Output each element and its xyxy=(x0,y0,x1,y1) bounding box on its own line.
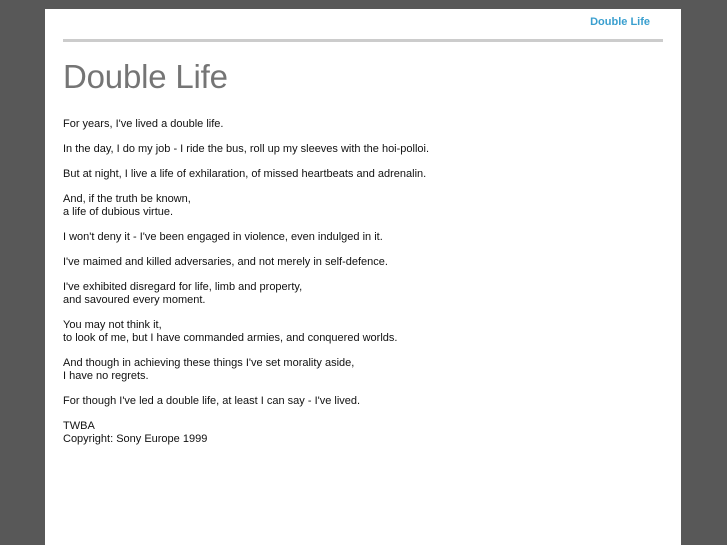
poem-line: I've exhibited disregard for life, limb and property, xyxy=(63,281,303,293)
poem-stanza xyxy=(63,231,663,244)
poem-line: a life of dubious virtue. xyxy=(63,206,174,218)
poem-line: and savoured every moment. xyxy=(63,294,206,306)
poem-stanza xyxy=(63,193,663,219)
copyright-notice: Copyright: Sony Europe 1999 xyxy=(63,433,208,445)
poem-line: I have no regrets. xyxy=(63,370,149,382)
page-container xyxy=(45,9,681,545)
poem-line: For years, I've lived a double life. xyxy=(63,118,224,130)
page-title: Double Life xyxy=(63,58,228,95)
poem-line: In the day, I do my job - I ride the bus, roll up my sleeves with the hoi-polloi. xyxy=(63,143,430,155)
poem-stanza xyxy=(63,143,663,156)
top-navigation-bar xyxy=(63,9,663,42)
poem-stanza xyxy=(63,256,663,269)
nav-link-double-life[interactable]: Double Life xyxy=(590,16,650,28)
poem-stanza xyxy=(63,118,663,131)
author-signature: TWBA xyxy=(63,420,95,432)
poem-line: But at night, I live a life of exhilaration, of missed heartbeats and adrenalin. xyxy=(63,168,427,180)
poem-line: You may not think it, xyxy=(63,319,162,331)
poem-line: I won't deny it - I've been engaged in violence, even indulged in it. xyxy=(63,231,383,243)
poem-body xyxy=(63,118,663,458)
poem-stanza xyxy=(63,281,663,307)
signature-block xyxy=(63,420,663,446)
poem-stanza xyxy=(63,357,663,383)
poem-stanza xyxy=(63,168,663,181)
poem-stanza xyxy=(63,395,663,408)
poem-line: I've maimed and killed adversaries, and not merely in self-defence. xyxy=(63,256,388,268)
poem-line: And though in achieving these things I've set morality aside, xyxy=(63,357,355,369)
poem-line: And, if the truth be known, xyxy=(63,193,191,205)
poem-line: to look of me, but I have commanded armies, and conquered worlds. xyxy=(63,332,398,344)
poem-line: For though I've led a double life, at least I can say - I've lived. xyxy=(63,395,361,407)
poem-stanza xyxy=(63,319,663,345)
